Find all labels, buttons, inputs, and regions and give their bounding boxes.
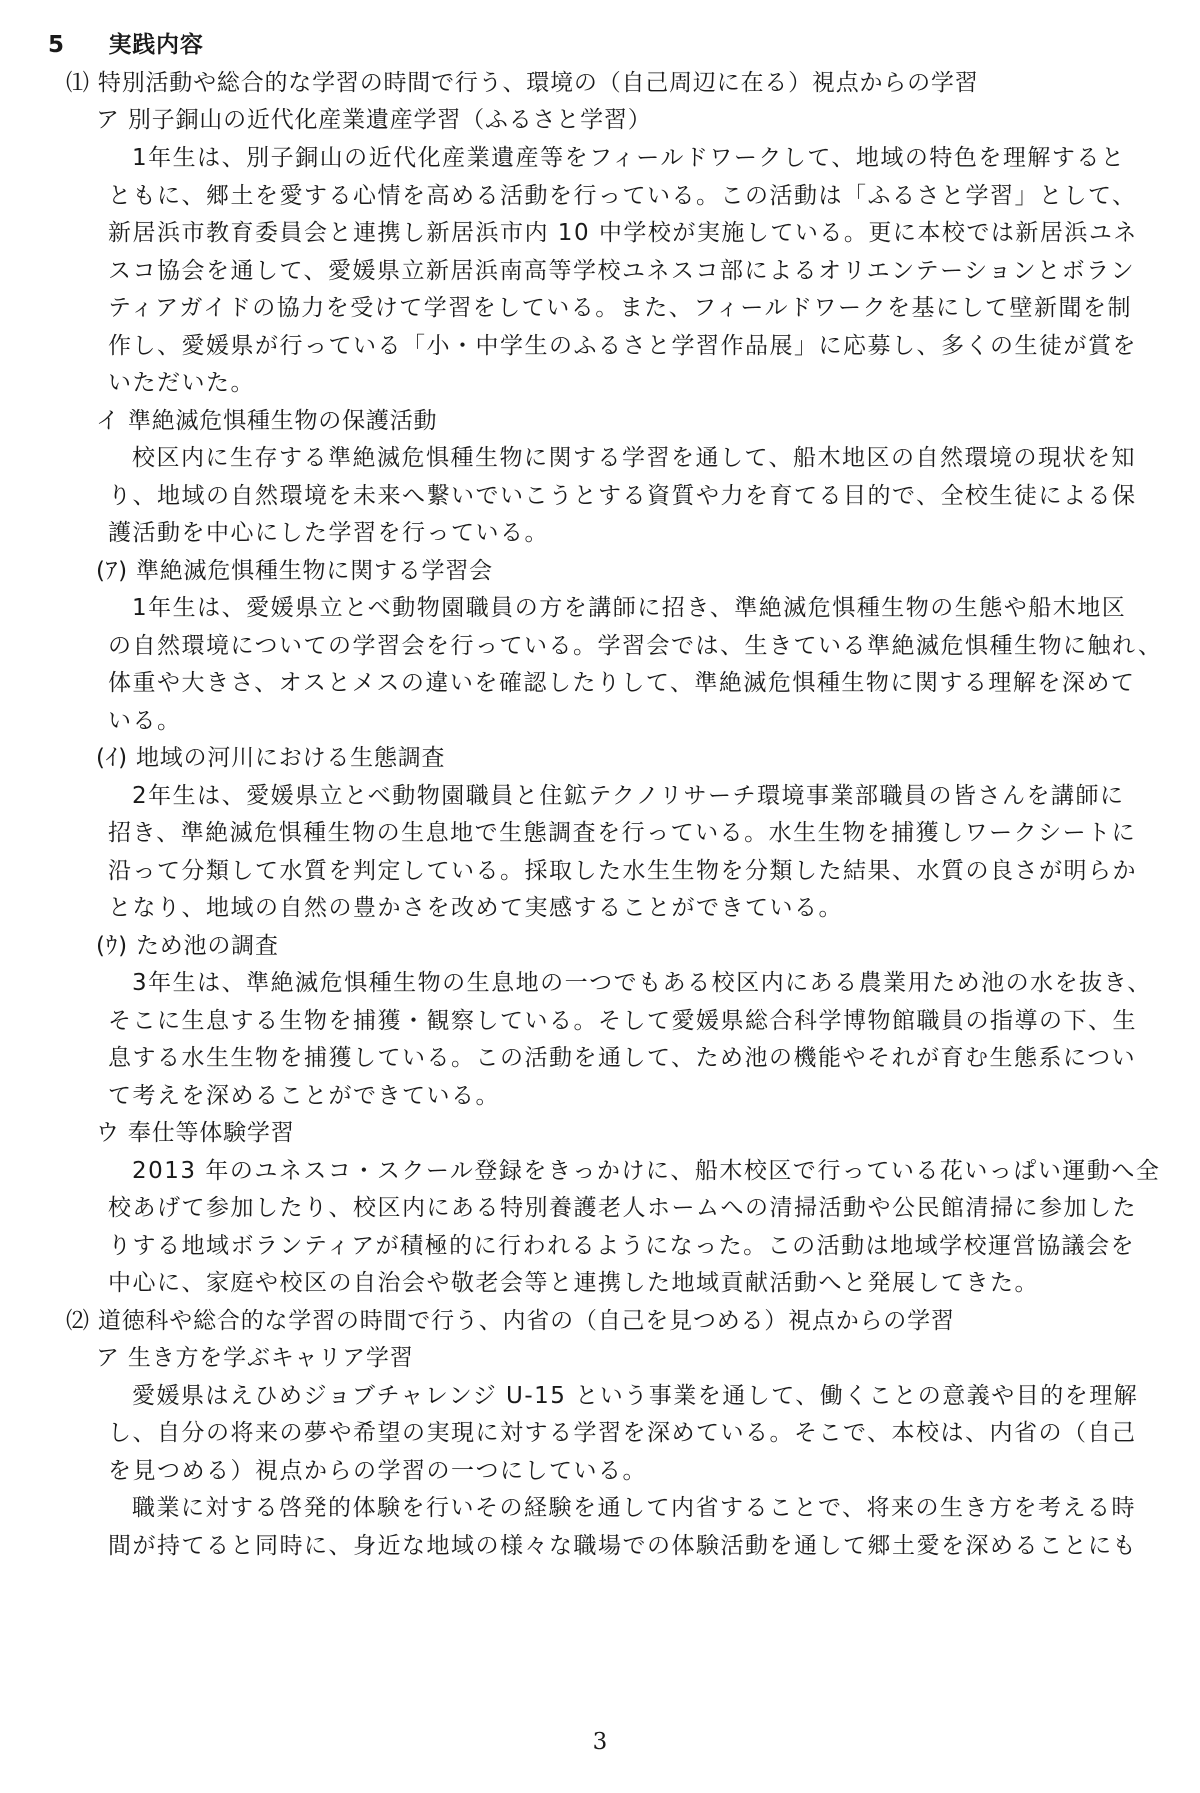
paragraph-line: の自然環境についての学習会を行っている。学習会では、生きている準絶滅危惧種生物に触れ、 [108, 633, 1163, 659]
paragraph-line: 息する水生生物を捕獲している。この活動を通して、ため池の機能やそれが育む生態系につい [108, 1045, 1137, 1071]
paragraph-line: 校区内に生存する準絶滅危惧種生物に関する学習を通して、船木地区の自然環境の現状を知 [132, 445, 1137, 471]
section-title: 実践内容 [108, 32, 204, 58]
section-heading [48, 24, 204, 66]
paragraph-line: ともに、郷土を愛する心情を高める活動を行っている。この活動は「ふるさと学習」として、 [108, 183, 1137, 209]
paragraph-line: 3年生は、準絶滅危惧種生物の生息地の一つでもある校区内にある農業用ため池の水を抜き、 [132, 970, 1152, 996]
subitem-heading: (ｱ) 準絶滅危惧種生物に関する学習会 [96, 558, 493, 584]
section-number: 5 [48, 32, 65, 58]
item-heading: ア 別子銅山の近代化産業遺産学習（ふるさと学習） [96, 107, 652, 133]
item-heading: イ 準絶滅危惧種生物の保護活動 [96, 408, 438, 434]
item-heading: ア 生き方を学ぶキャリア学習 [96, 1345, 414, 1371]
paragraph-line: 1年生は、別子銅山の近代化産業遺産等をフィールドワークして、地域の特色を理解すると [132, 145, 1126, 171]
paragraph-line: 職業に対する啓発的体験を行いその経験を通して内省することで、将来の生き方を考える時 [132, 1495, 1137, 1521]
paragraph-line: 沿って分類して水質を判定している。採取した水生生物を分類した結果、水質の良さが明らか [108, 858, 1137, 884]
paragraph-line: 校あげて参加したり、校区内にある特別養護老人ホームへの清掃活動や公民館清掃に参加した [108, 1195, 1137, 1221]
paragraph-line: ティアガイドの協力を受けて学習をしている。また、フィールドワークを基にして壁新聞を制 [108, 295, 1132, 321]
paragraph-line: て考えを深めることができている。 [108, 1083, 500, 1109]
subitem-heading: (ｲ) 地域の河川における生態調査 [96, 745, 446, 771]
paragraph-line: を見つめる）視点からの学習の一つにしている。 [108, 1458, 647, 1484]
paragraph-line: いただいた。 [108, 370, 255, 396]
paragraph-line: 愛媛県はえひめジョブチャレンジ U-15 という事業を通して、働くことの意義や目的を理解 [132, 1383, 1139, 1409]
subitem-heading: (ｳ) ため池の調査 [96, 933, 279, 959]
paragraph-line: 1年生は、愛媛県立とべ動物園職員の方を講師に招き、準絶滅危惧種生物の生態や船木地区 [132, 595, 1127, 621]
item-heading: ウ 奉仕等体験学習 [96, 1120, 295, 1146]
paragraph-line: 体重や大きさ、オスとメスの違いを確認したりして、準絶滅危惧種生物に関する理解を深めて [108, 670, 1136, 696]
subsection-heading: ⑴ 特別活動や総合的な学習の時間で行う、環境の（自己周辺に在る）視点からの学習 [66, 70, 979, 96]
page-number: 3 [592, 1729, 608, 1755]
paragraph-line: 護活動を中心にした学習を行っている。 [108, 520, 549, 546]
paragraph-line: 招き、準絶滅危惧種生物の生息地で生態調査を行っている。水生生物を捕獲しワークシートに [108, 820, 1137, 846]
paragraph-line: 間が持てると同時に、身近な地域の様々な職場での体験活動を通して郷土愛を深めることにも [108, 1533, 1137, 1559]
paragraph-line: し、自分の将来の夢や希望の実現に対する学習を深めている。そこで、本校は、内省の（自己 [108, 1420, 1137, 1446]
paragraph-line: 中心に、家庭や校区の自治会や敬老会等と連携した地域貢献活動へと発展してきた。 [108, 1270, 1039, 1296]
paragraph-line: り、地域の自然環境を未来へ繋いでいこうとする資質や力を育てる目的で、全校生徒による保 [108, 483, 1137, 509]
paragraph-line: となり、地域の自然の豊かさを改めて実感することができている。 [108, 895, 843, 921]
paragraph-line: 2年生は、愛媛県立とべ動物園職員と住鉱テクノリサーチ環境事業部職員の皆さんを講師に [132, 783, 1125, 809]
paragraph-line: いる。 [108, 708, 182, 734]
paragraph-line: そこに生息する生物を捕獲・観察している。そして愛媛県総合科学博物館職員の指導の下、生 [108, 1008, 1137, 1034]
paragraph-line: 作し、愛媛県が行っている「小・中学生のふるさと学習作品展」に応募し、多くの生徒が賞を [108, 333, 1137, 359]
paragraph-line: りする地域ボランティアが積極的に行われるようになった。この活動は地域学校運営協議会を [108, 1233, 1136, 1259]
paragraph-line: 新居浜市教育委員会と連携し新居浜市内 10 中学校が実施している。更に本校では新居浜ユネ [108, 220, 1138, 246]
subsection-heading: ⑵ 道徳科や総合的な学習の時間で行う、内省の（自己を見つめる）視点からの学習 [66, 1308, 955, 1334]
paragraph-line: 2013 年のユネスコ・スクール登録をきっかけに、船木校区で行っている花いっぱい運動へ全 [132, 1158, 1161, 1184]
paragraph-line: スコ協会を通して、愛媛県立新居浜南高等学校ユネスコ部によるオリエンテーションとボラン [108, 258, 1136, 284]
